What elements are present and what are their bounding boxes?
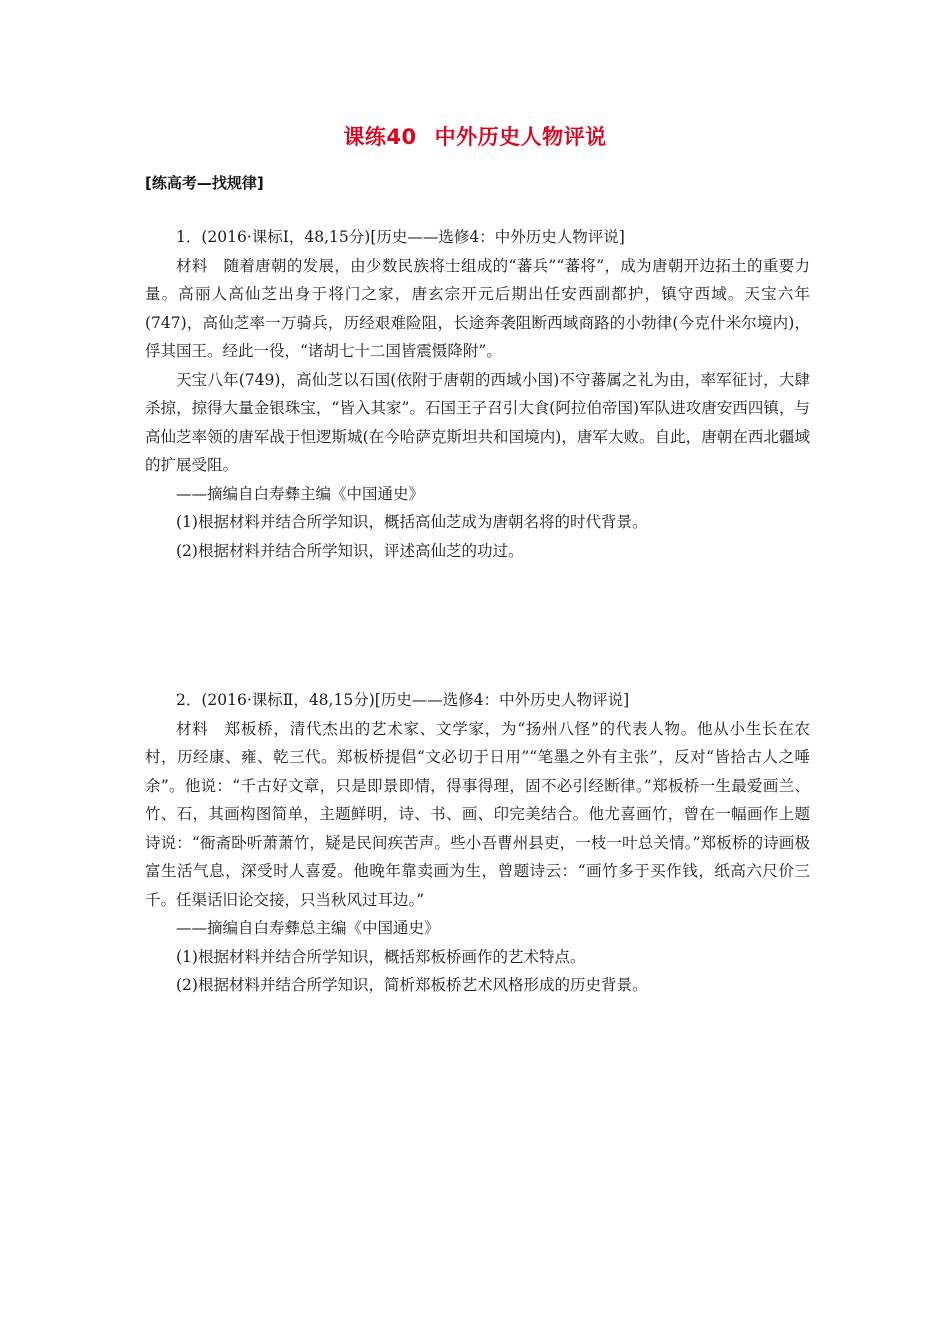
- lesson-number: 课练40: [343, 125, 417, 149]
- page-title: [0, 121, 950, 151]
- subquestion: (1)根据材料并结合所学知识，概括高仙芝成为唐朝名将的时代背景。: [176, 513, 648, 531]
- question-header: 2．(2016·课标Ⅱ，48,15分)[历史——选修4：中外历史人物评说]: [176, 691, 630, 709]
- subquestion: (1)根据材料并结合所学知识，概括郑板桥画作的艺术特点。: [176, 947, 586, 966]
- lesson-title: 中外历史人物评说: [434, 125, 607, 149]
- material-source: ——摘编自白寿彝总主编《中国通史》: [176, 919, 440, 937]
- material-paragraph: 天宝八年(749)，高仙芝以石国(依附于唐朝的西域小国)不守蕃属之礼为由，率军征讨，大肆杀掠，掠得大量金银珠宝，“皆入其家”。石国王子召引大食(阿拉伯帝国)军队进攻唐安西四镇，与高仙芝率领的唐军战于怛逻斯城(在今哈萨克斯坦共和国境内)，唐军大败。自此，唐朝在西北疆域的扩展受阻。: [145, 370, 810, 474]
- section-label: [练高考—找规律]: [145, 174, 264, 192]
- material-paragraph: 材料 随着唐朝的发展，由少数民族将士组成的“蕃兵”“蕃将”，成为唐朝开边拓土的重要力量。高丽人高仙芝出身于将门之家，唐玄宗开元后期出任安西副都护，镇守西域。天宝六年(747)，高仙芝率一万骑兵，历经艰难险阻，长途奔袭阻断西域商路的小勃律(今克什米尔境内)，俘其国王。经此一役，“诸胡七十二国皆震慑降附”。: [145, 256, 810, 360]
- question-2: [145, 686, 810, 1000]
- question-1: [145, 223, 810, 565]
- material-paragraph: 材料 郑板桥，清代杰出的艺术家、文学家，为“扬州八怪”的代表人物。他从小生长在农村，历经康、雍、乾三代。郑板桥提倡“文必切于日用”“笔墨之外有主张”，反对“皆拾古人之唾余”。他说：“千古好文章，只是即景即情，得事得理，固不必引经断律。”郑板桥一生最爱画兰、竹、石，其画构图简单，主题鲜明，诗、书、画、印完美结合。他尤喜画竹，曾在一幅画作上题诗说：“衙斋卧听萧萧竹，疑是民间疾苦声。些小吾曹州县吏，一枝一叶总关情。”郑板桥的诗画极富生活气息，深受时人喜爱。他晚年靠卖画为生，曾题诗云：“画竹多于买作钱，纸高六尺价三千。任渠话旧论交接，只当秋风过耳边。”: [145, 719, 810, 909]
- subquestion: (2)根据材料并结合所学知识，简析郑板桥艺术风格形成的历史背景。: [176, 976, 648, 994]
- question-header: 1．(2016·课标Ⅰ，48,15分)[历史——选修4：中外历史人物评说]: [176, 228, 625, 246]
- material-source: ——摘编自白寿彝主编《中国通史》: [176, 484, 425, 503]
- subquestion: (2)根据材料并结合所学知识，评述高仙芝的功过。: [176, 541, 524, 560]
